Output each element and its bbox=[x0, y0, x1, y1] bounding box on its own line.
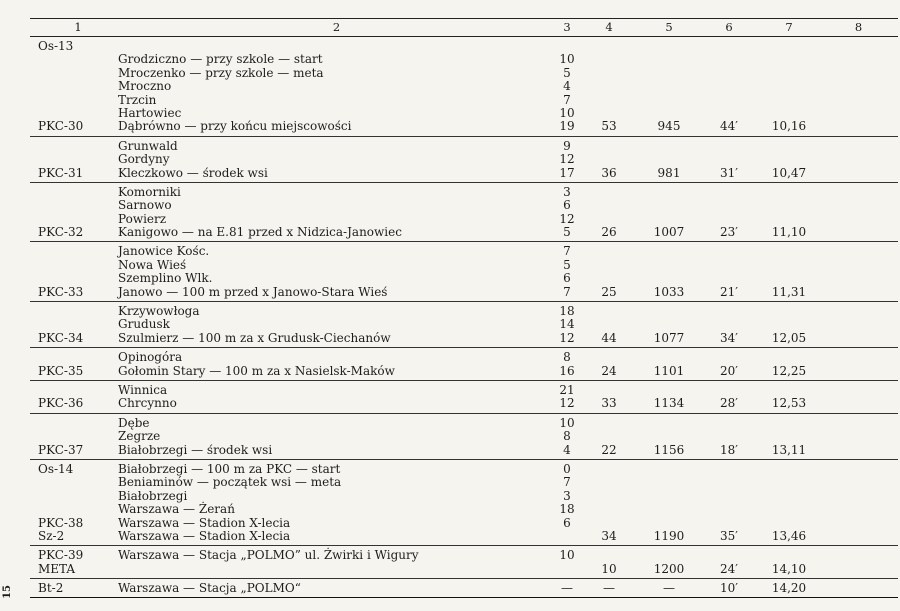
place-name-line: Grunwald bbox=[118, 138, 178, 153]
section-distance: 24 bbox=[579, 348, 639, 381]
checkpoint-code-line bbox=[38, 80, 118, 93]
col-header-4: 4 bbox=[579, 19, 639, 37]
section-time: 21′ bbox=[699, 242, 759, 302]
table-row bbox=[30, 182, 898, 242]
route-table-sheet bbox=[30, 18, 890, 598]
section-distance: 53 bbox=[579, 37, 639, 137]
segment-km-line: 19 bbox=[559, 119, 575, 134]
checkpoint-code-line: PKC-37 bbox=[38, 442, 84, 457]
remarks-cell bbox=[819, 136, 898, 182]
segment-km-line bbox=[555, 530, 579, 543]
arrival-time: 10,47 bbox=[759, 136, 819, 182]
segment-km-line: — bbox=[561, 581, 573, 596]
checkpoint-code-line bbox=[38, 259, 118, 272]
place-name-line: Sarnowo bbox=[118, 198, 172, 213]
checkpoint-code bbox=[30, 182, 118, 242]
segment-km-line: 5 bbox=[563, 257, 571, 272]
checkpoint-code-line: Bt-2 bbox=[38, 581, 64, 596]
checkpoint-code-line: PKC-30 bbox=[38, 119, 84, 134]
remarks-cell bbox=[819, 380, 898, 413]
section-time: 31′ bbox=[699, 136, 759, 182]
total-distance: 1101 bbox=[639, 348, 699, 381]
checkpoint-code-line bbox=[38, 318, 118, 331]
segment-km-line: 4 bbox=[563, 442, 571, 457]
place-name-line: Warszawa — Stacja „POLMO“ bbox=[118, 581, 301, 596]
checkpoint-code bbox=[30, 136, 118, 182]
arrival-time: 11,31 bbox=[759, 242, 819, 302]
segment-km-line: 16 bbox=[559, 363, 575, 378]
checkpoint-code-line bbox=[38, 153, 118, 166]
place-name-line: Dąbrówno — przy końcu miejscowości bbox=[118, 119, 352, 134]
total-distance: 1156 bbox=[639, 413, 699, 459]
checkpoint-code-line bbox=[38, 245, 118, 258]
segment-km-line: 21 bbox=[559, 382, 575, 397]
table-row bbox=[30, 242, 898, 302]
place-name-line: Beniaminów — początek wsi — meta bbox=[118, 475, 342, 490]
arrival-time: 13,11 bbox=[759, 413, 819, 459]
segment-km-line: 9 bbox=[563, 138, 571, 153]
total-distance: 981 bbox=[639, 136, 699, 182]
place-name-line: Grodziczno — przy szkole — start bbox=[118, 52, 323, 67]
segment-km-line: 6 bbox=[563, 271, 571, 286]
total-distance: 1200 bbox=[639, 546, 699, 579]
section-distance: 33 bbox=[579, 380, 639, 413]
segment-km bbox=[555, 182, 579, 242]
total-distance: 945 bbox=[639, 37, 699, 137]
col-header-3: 3 bbox=[555, 19, 579, 37]
checkpoint-code-line: PKC-35 bbox=[38, 363, 84, 378]
checkpoint-code-line bbox=[38, 67, 118, 80]
segment-km-line: 8 bbox=[563, 429, 571, 444]
place-name bbox=[118, 136, 555, 182]
checkpoint-code bbox=[30, 413, 118, 459]
segment-km-line: 4 bbox=[563, 79, 571, 94]
place-name-line: Hartowiec bbox=[118, 105, 182, 120]
place-name-line: Zegrze bbox=[118, 429, 161, 444]
segment-km-line: 7 bbox=[563, 244, 571, 259]
place-name-line: Nowa Wieś bbox=[118, 257, 187, 272]
total-distance: — bbox=[639, 579, 699, 598]
place-name-line: Komorniki bbox=[118, 184, 181, 199]
place-name bbox=[118, 459, 555, 545]
place-name-line: Warszawa — Stadion X-lecia bbox=[118, 515, 291, 530]
place-name bbox=[118, 579, 555, 598]
place-name-line: Winnica bbox=[118, 382, 168, 397]
segment-km-line: 5 bbox=[563, 65, 571, 80]
checkpoint-code-line bbox=[38, 186, 118, 199]
segment-km-line: 3 bbox=[563, 488, 571, 503]
place-name bbox=[118, 182, 555, 242]
segment-km-line bbox=[555, 563, 579, 576]
place-name-line: Warszawa — Stacja „POLMO” ul. Żwirki i Wigury bbox=[118, 548, 419, 563]
table-row bbox=[30, 37, 898, 137]
segment-km-line: 7 bbox=[563, 284, 571, 299]
checkpoint-code-line bbox=[38, 53, 118, 66]
remarks-cell bbox=[819, 348, 898, 381]
segment-km bbox=[555, 579, 579, 598]
segment-km-line: 18 bbox=[559, 304, 575, 319]
remarks-cell bbox=[819, 546, 898, 579]
place-name-line: Krzywowłoga bbox=[118, 304, 200, 319]
arrival-time: 12,53 bbox=[759, 380, 819, 413]
arrival-time: 11,10 bbox=[759, 182, 819, 242]
place-name-line: Mroczno bbox=[118, 79, 172, 94]
section-time: 23′ bbox=[699, 182, 759, 242]
arrival-time: 14,10 bbox=[759, 546, 819, 579]
place-name bbox=[118, 242, 555, 302]
place-name-line: Kanigowo — na E.81 przed x Nidzica-Janowiec bbox=[118, 225, 402, 240]
place-name-line: Gordyny bbox=[118, 152, 170, 167]
page-number: 15 bbox=[2, 585, 13, 599]
arrival-time: 12,05 bbox=[759, 302, 819, 348]
remarks-cell bbox=[819, 459, 898, 545]
section-time: 10′ bbox=[699, 579, 759, 598]
segment-km-line: 10 bbox=[559, 52, 575, 67]
total-distance: 1033 bbox=[639, 242, 699, 302]
section-distance: 34 bbox=[579, 459, 639, 545]
segment-km-line: 6 bbox=[563, 515, 571, 530]
checkpoint-code bbox=[30, 579, 118, 598]
segment-km-line: 6 bbox=[563, 198, 571, 213]
checkpoint-code-line: PKC-32 bbox=[38, 225, 84, 240]
col-header-1: 1 bbox=[30, 19, 118, 37]
remarks-cell bbox=[819, 242, 898, 302]
section-distance: 36 bbox=[579, 136, 639, 182]
table-row bbox=[30, 546, 898, 579]
table-row bbox=[30, 459, 898, 545]
checkpoint-code-line: PKC-38 bbox=[38, 515, 84, 530]
col-header-2: 2 bbox=[118, 19, 555, 37]
place-name bbox=[118, 413, 555, 459]
segment-km-line: 18 bbox=[559, 502, 575, 517]
place-name bbox=[118, 348, 555, 381]
segment-km bbox=[555, 459, 579, 545]
remarks-cell bbox=[819, 37, 898, 137]
place-name-line: Janowice Kośc. bbox=[118, 244, 210, 259]
checkpoint-code bbox=[30, 348, 118, 381]
checkpoint-code bbox=[30, 546, 118, 579]
col-header-7: 7 bbox=[759, 19, 819, 37]
segment-km-line: 10 bbox=[559, 105, 575, 120]
segment-km-line: 12 bbox=[559, 211, 575, 226]
route-table bbox=[30, 18, 898, 598]
place-name-line: Powierz bbox=[118, 211, 167, 226]
checkpoint-code bbox=[30, 380, 118, 413]
table-body bbox=[30, 37, 898, 598]
section-distance: 44 bbox=[579, 302, 639, 348]
section-time: 44′ bbox=[699, 37, 759, 137]
place-name-line: Opinogóra bbox=[118, 350, 183, 365]
place-name-line: Białobrzegi — środek wsi bbox=[118, 442, 273, 457]
section-time: 18′ bbox=[699, 413, 759, 459]
checkpoint-code-line bbox=[38, 272, 118, 285]
table-row bbox=[30, 302, 898, 348]
total-distance: 1007 bbox=[639, 182, 699, 242]
place-name bbox=[118, 380, 555, 413]
checkpoint-code-line: PKC-33 bbox=[38, 284, 84, 299]
total-distance: 1077 bbox=[639, 302, 699, 348]
checkpoint-code-line: PKC-39 bbox=[38, 548, 84, 563]
place-name bbox=[118, 546, 555, 579]
segment-km-line: 3 bbox=[563, 184, 571, 199]
segment-km-line: 5 bbox=[563, 225, 571, 240]
table-row bbox=[30, 579, 898, 598]
place-name-line: Gołomin Stary — 100 m za x Nasielsk-Maków bbox=[118, 363, 395, 378]
place-name-line: Trzcin bbox=[118, 92, 157, 107]
checkpoint-code-line bbox=[38, 417, 118, 430]
place-name-line: Białobrzegi — 100 m za PKC — start bbox=[118, 461, 341, 476]
table-row bbox=[30, 136, 898, 182]
checkpoint-code-line: PKC-31 bbox=[38, 165, 84, 180]
section-time: 35′ bbox=[699, 459, 759, 545]
segment-km-line: 0 bbox=[563, 461, 571, 476]
segment-km bbox=[555, 413, 579, 459]
place-name-line: Grudusk bbox=[118, 317, 170, 332]
place-name bbox=[118, 37, 555, 137]
place-name-line: Szulmierz — 100 m za x Grudusk-Ciechanów bbox=[118, 330, 391, 345]
segment-km-line: 8 bbox=[563, 350, 571, 365]
section-distance: — bbox=[579, 579, 639, 598]
place-name bbox=[118, 302, 555, 348]
place-name-line: Janowo — 100 m przed x Janowo-Stara Wieś bbox=[118, 284, 388, 299]
checkpoint-code-line: Os-14 bbox=[38, 461, 74, 476]
checkpoint-code-line: Os-13 bbox=[38, 39, 74, 53]
col-header-8: 8 bbox=[819, 19, 898, 37]
checkpoint-code-line bbox=[38, 430, 118, 443]
checkpoint-code-line: PKC-36 bbox=[38, 396, 84, 411]
section-time: 24′ bbox=[699, 546, 759, 579]
checkpoint-code bbox=[30, 242, 118, 302]
arrival-time: 10,16 bbox=[759, 37, 819, 137]
checkpoint-code bbox=[30, 459, 118, 545]
checkpoint-code-line bbox=[38, 476, 118, 489]
checkpoint-code-line bbox=[38, 384, 118, 397]
place-name-line: Warszawa — Stadion X-lecia bbox=[118, 528, 291, 543]
place-name-line: Dębe bbox=[118, 415, 150, 430]
segment-km bbox=[555, 348, 579, 381]
table-row bbox=[30, 413, 898, 459]
checkpoint-code-line bbox=[38, 213, 118, 226]
segment-km bbox=[555, 136, 579, 182]
col-header-5: 5 bbox=[639, 19, 699, 37]
segment-km bbox=[555, 546, 579, 579]
segment-km-line: 12 bbox=[559, 330, 575, 345]
arrival-time: 12,25 bbox=[759, 348, 819, 381]
remarks-cell bbox=[819, 579, 898, 598]
remarks-cell bbox=[819, 413, 898, 459]
arrival-time: 13,46 bbox=[759, 459, 819, 545]
segment-km-line: 10 bbox=[559, 548, 575, 563]
segment-km bbox=[555, 242, 579, 302]
section-distance: 25 bbox=[579, 242, 639, 302]
checkpoint-code-line bbox=[38, 140, 118, 153]
checkpoint-code-line: Sz-2 bbox=[38, 528, 65, 543]
place-name-line: Warszawa — Żerań bbox=[118, 502, 235, 517]
place-name-line: Chrcynno bbox=[118, 396, 177, 411]
segment-km-line: 12 bbox=[559, 152, 575, 167]
place-name-line: Szemplino Wlk. bbox=[118, 271, 213, 286]
place-name-line: Mroczenko — przy szkole — meta bbox=[118, 65, 324, 80]
remarks-cell bbox=[819, 302, 898, 348]
segment-km bbox=[555, 37, 579, 137]
checkpoint-code bbox=[30, 37, 118, 137]
table-row bbox=[30, 380, 898, 413]
segment-km-line: 7 bbox=[563, 475, 571, 490]
section-time: 34′ bbox=[699, 302, 759, 348]
checkpoint-code bbox=[30, 302, 118, 348]
col-header-6: 6 bbox=[699, 19, 759, 37]
segment-km-line: 7 bbox=[563, 92, 571, 107]
remarks-cell bbox=[819, 182, 898, 242]
segment-km-line: 12 bbox=[559, 396, 575, 411]
checkpoint-code-line bbox=[38, 503, 118, 516]
place-name-line bbox=[118, 563, 555, 576]
table-row bbox=[30, 348, 898, 381]
place-name-line: Białobrzegi bbox=[118, 488, 188, 503]
segment-km-line: 10 bbox=[559, 415, 575, 430]
section-time: 20′ bbox=[699, 348, 759, 381]
section-distance: 26 bbox=[579, 182, 639, 242]
section-distance: 10 bbox=[579, 546, 639, 579]
section-time: 28′ bbox=[699, 380, 759, 413]
arrival-time: 14,20 bbox=[759, 579, 819, 598]
segment-km-line: 14 bbox=[559, 317, 575, 332]
checkpoint-code-line bbox=[38, 490, 118, 503]
segment-km bbox=[555, 380, 579, 413]
total-distance: 1134 bbox=[639, 380, 699, 413]
total-distance: 1190 bbox=[639, 459, 699, 545]
place-name-line: Kleczkowo — środek wsi bbox=[118, 165, 268, 180]
checkpoint-code-line bbox=[38, 305, 118, 318]
segment-km-line: 17 bbox=[559, 165, 575, 180]
checkpoint-code-line bbox=[38, 107, 118, 120]
checkpoint-code-line: PKC-34 bbox=[38, 330, 84, 345]
segment-km bbox=[555, 302, 579, 348]
checkpoint-code-line bbox=[38, 351, 118, 364]
checkpoint-code-line: META bbox=[38, 561, 76, 576]
header-row bbox=[30, 19, 898, 37]
checkpoint-code-line bbox=[38, 199, 118, 212]
checkpoint-code-line bbox=[38, 94, 118, 107]
section-distance: 22 bbox=[579, 413, 639, 459]
